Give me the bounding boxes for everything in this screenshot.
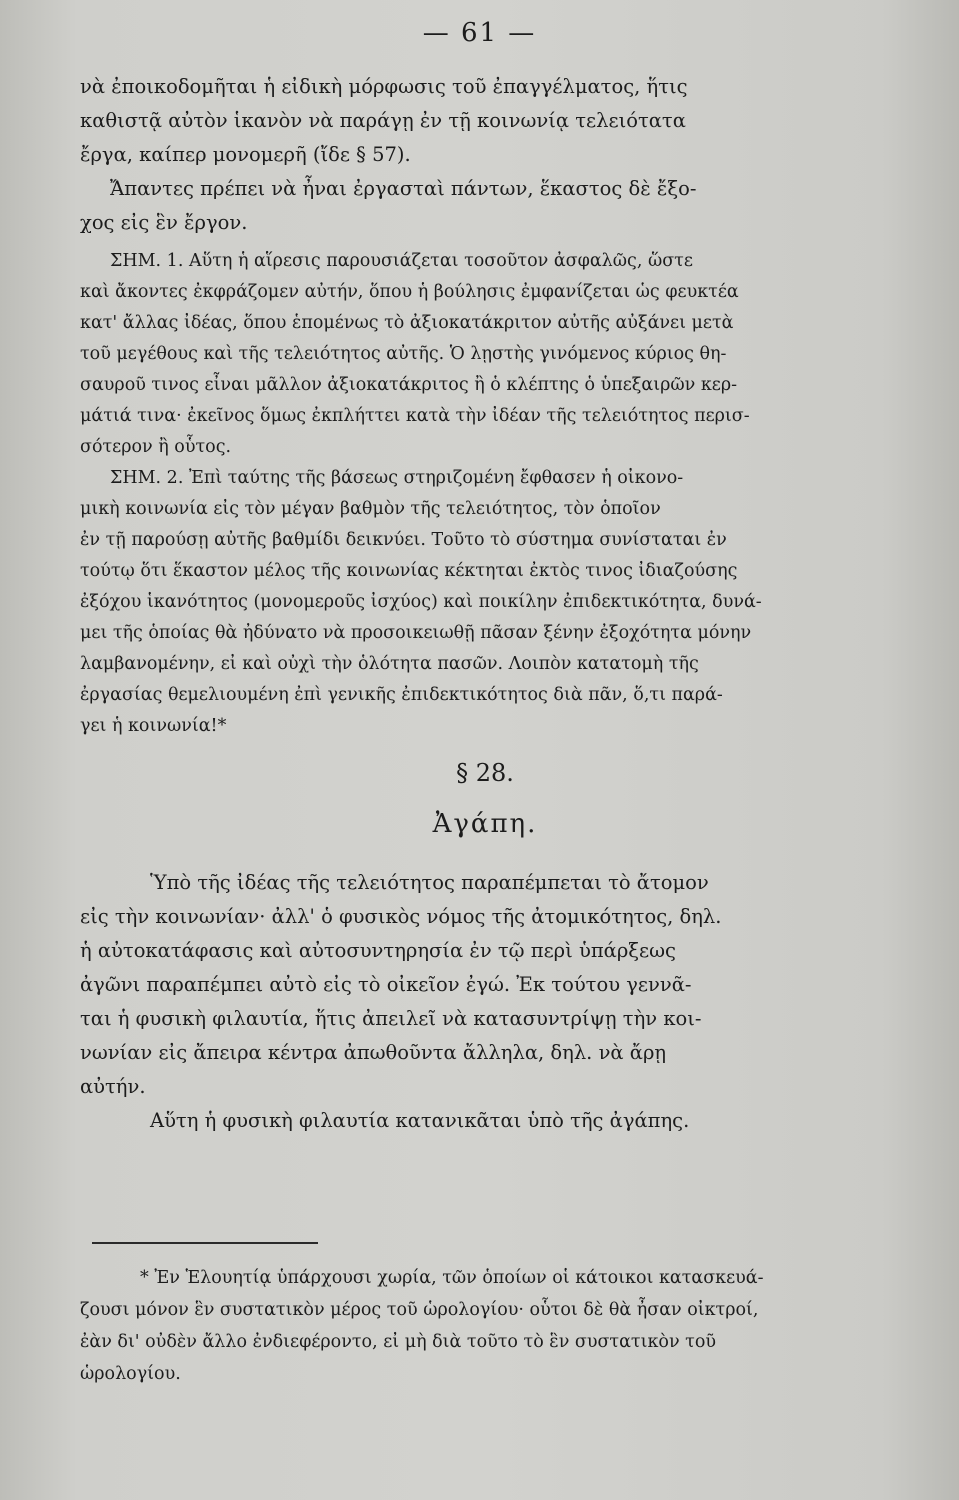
note-1-line: σαυροῦ τινος εἶναι μᾶλλον ἀξιοκατάκριτος ἢ ὁ κλέπτης ὁ ὑπεξαιρῶν κερ- bbox=[80, 375, 738, 395]
main-text bbox=[80, 70, 850, 1138]
note-2-line: ΣΗΜ. 2. Ἐπὶ ταύτης τῆς βάσεως στηριζομένη ἔφθασεν ἡ οἰκονο- bbox=[110, 468, 684, 488]
section-line: ἀγῶνι παραπέμπει αὐτὸ εἰς τὸ οἰκεῖον ἐγώ. Ἐκ τούτου γεννᾶ- bbox=[80, 973, 692, 996]
note-1-line: ΣΗΜ. 1. Αὕτη ἡ αἵρεσις παρουσιάζεται τοσοῦτον ἀσφαλῶς, ὥστε bbox=[110, 251, 693, 271]
section-line: νωνίαν εἰς ἄπειρα κέντρα ἀπωθοῦντα ἄλληλα, δηλ. νὰ ἄρῃ bbox=[80, 1041, 667, 1064]
section-line: εἰς τὴν κοινωνίαν· ἀλλ' ὁ φυσικὸς νόμος τῆς ἀτομικότητος, δηλ. bbox=[80, 905, 722, 928]
section-line: ἡ αὐτοκατάφασις καὶ αὐτοσυντηρησία ἐν τῷ περὶ ὑπάρξεως bbox=[80, 939, 676, 962]
note-2-line: λαμβανομένην, εἰ καὶ οὐχὶ τὴν ὁλότητα πασῶν. Λοιπὸν κατατομὴ τῆς bbox=[80, 654, 699, 674]
note-2-line: μικὴ κοινωνία εἰς τὸν μέγαν βαθμὸν τῆς τελειότητος, τὸν ὁποῖον bbox=[80, 499, 661, 519]
section-line: αὐτήν. bbox=[80, 1075, 146, 1098]
section-line: Ὑπὸ τῆς ἰδέας τῆς τελειότητος παραπέμπεται τὸ ἄτομον bbox=[150, 871, 709, 894]
footnote bbox=[80, 1262, 860, 1390]
note-2-line: γει ἡ κοινωνία!* bbox=[80, 716, 227, 736]
text-line: καθιστᾷ αὐτὸν ἱκανὸν νὰ παράγῃ ἐν τῇ κοινωνίᾳ τελειότατα bbox=[80, 109, 686, 132]
note-1-line: καὶ ἄκοντες ἐκφράζομεν αὐτήν, ὅπου ἡ βούλησις ἐμφανίζεται ὡς φευκτέα bbox=[80, 282, 739, 302]
note-1-line: σότερον ἢ οὗτος. bbox=[80, 437, 232, 457]
note-2-line: τούτῳ ὅτι ἕκαστον μέλος τῆς κοινωνίας κέκτηται ἐκτὸς τινος ἰδιαζούσης bbox=[80, 561, 738, 581]
section-line: ται ἡ φυσικὴ φιλαυτία, ἥτις ἀπειλεῖ νὰ κατασυντρίψῃ τὴν κοι- bbox=[80, 1007, 702, 1030]
text-line: νὰ ἐποικοδομῆται ἡ εἰδικὴ μόρφωσις τοῦ ἐπαγγέλματος, ἥτις bbox=[80, 75, 688, 98]
footnote-line: ζουσι μόνον ἓν συστατικὸν μέρος τοῦ ὡρολογίου· οὗτοι δὲ θὰ ἦσαν οἰκτροί, bbox=[80, 1300, 759, 1320]
note-2-line: ἐν τῇ παρούσῃ αὐτῆς βαθμίδι δεικνύει. Τοῦτο τὸ σύστημα συνίσταται ἐν bbox=[80, 530, 727, 550]
note-2-line: ἐργασίας θεμελιουμένη ἐπὶ γενικῆς ἐπιδεκτικότητος διὰ πᾶν, ὅ,τι παρά- bbox=[80, 685, 723, 705]
footnote-line: ὡρολογίου. bbox=[80, 1364, 181, 1384]
section-title: Ἀγάπη. bbox=[432, 809, 538, 839]
note-1-line: μάτιά τινα· ἐκεῖνος ὅμως ἐκπλήττει κατὰ τὴν ἰδέαν τῆς τελειότητος περισ- bbox=[80, 406, 750, 426]
note-2-line: μει τῆς ὁποίας θὰ ἠδύνατο νὰ προσοικειωθῇ πᾶσαν ξένην ἐξοχότητα μόνην bbox=[80, 623, 752, 643]
footnote-line: ἐὰν δι' οὐδὲν ἄλλο ἐνδιεφέροντο, εἰ μὴ διὰ τοῦτο τὸ ἓν συστατικὸν τοῦ bbox=[80, 1332, 716, 1352]
note-1-line: τοῦ μεγέθους καὶ τῆς τελειότητος αὐτῆς. Ὁ λῃστὴς γινόμενος κύριος θη- bbox=[80, 344, 727, 364]
footnote-line: * Ἐν Ἑλουητίᾳ ὑπάρχουσι χωρία, τῶν ὁποίων οἱ κάτοικοι κατασκευά- bbox=[140, 1268, 764, 1288]
section-line: Αὕτη ἡ φυσικὴ φιλαυτία κατανικᾶται ὑπὸ τῆς ἀγάπης. bbox=[150, 1109, 690, 1132]
text-line: χος εἰς ἓν ἔργον. bbox=[80, 211, 248, 234]
section-number: § 28. bbox=[456, 759, 514, 787]
footnote-divider bbox=[92, 1242, 318, 1244]
text-line: ἔργα, καίπερ μονομερῆ (ἴδε § 57). bbox=[80, 143, 411, 166]
text-line: Ἄπαντες πρέπει νὰ ἦναι ἐργασταὶ πάντων, ἕκαστος δὲ ἔξο- bbox=[110, 177, 697, 200]
note-1-line: κατ' ἄλλας ἰδέας, ὅπου ἑπομένως τὸ ἀξιοκατάκριτον αὐτῆς αὐξάνει μετὰ bbox=[80, 313, 734, 333]
note-2-line: ἐξόχου ἱκανότητος (μονομεροῦς ἰσχύος) καὶ ποικίλην ἐπιδεκτικότητα, δυνά- bbox=[80, 592, 762, 612]
page-number-header: — 61 — bbox=[422, 18, 537, 48]
